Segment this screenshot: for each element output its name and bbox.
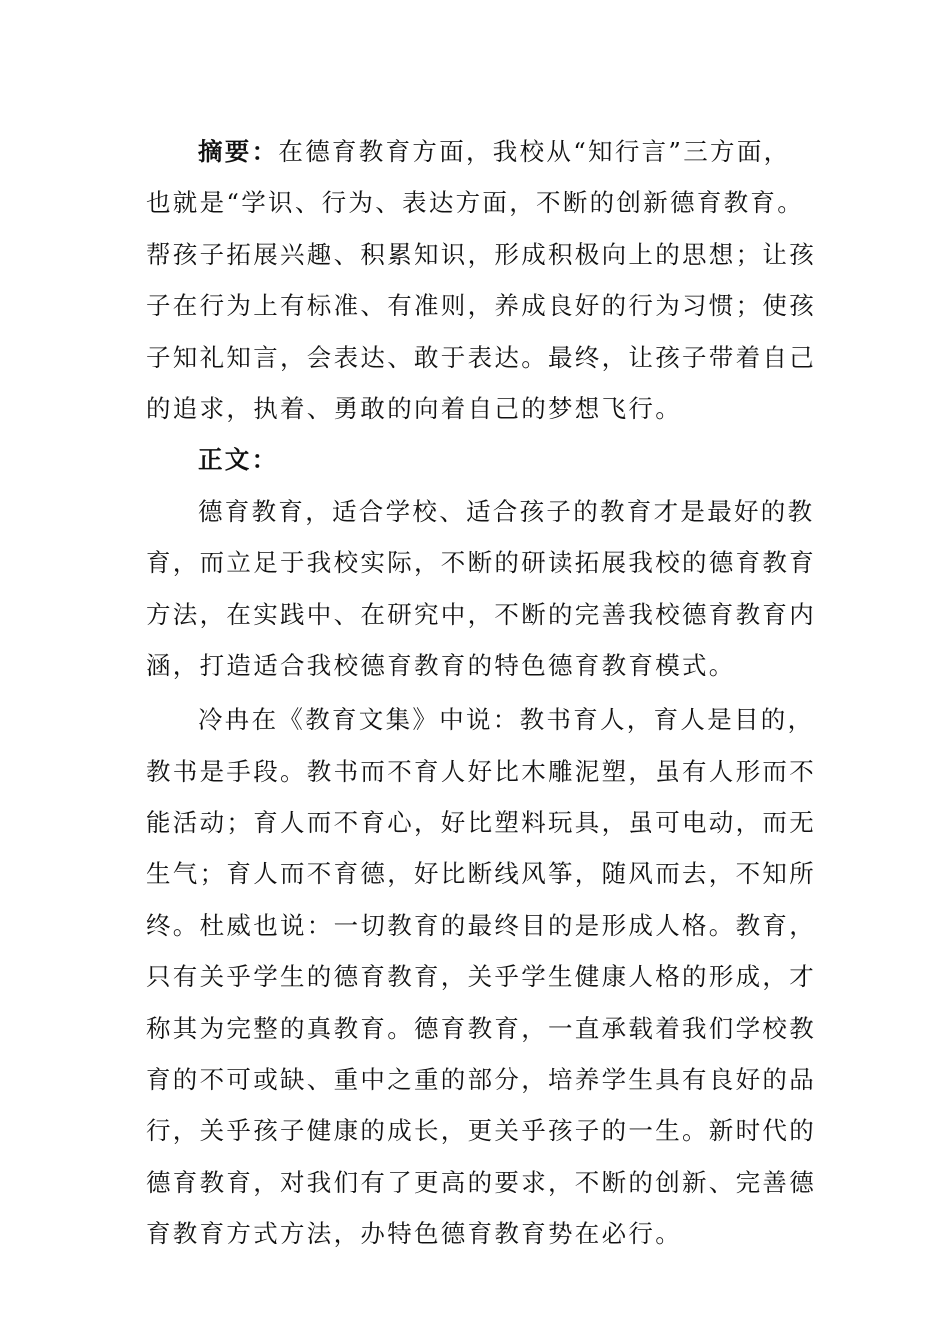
abstract-line-1: 在德育教育方面，我校从“知行言”三方面， bbox=[278, 137, 791, 166]
abstract-line-2: 也就是“学识、行为、表达方面，不断的创新德育教育。 bbox=[146, 188, 805, 218]
paragraph-2-line-5: 终。杜威也说：一切教育的最终目的是形成人格。教育， bbox=[146, 910, 816, 940]
document-text bbox=[146, 126, 826, 1260]
paragraph-1-line-4: 涵，打造适合我校德育教育的特色德育教育模式。 bbox=[146, 650, 736, 680]
paragraph-1-line-1: 德育教育，适合学校、适合孩子的教育才是最好的教 bbox=[198, 496, 815, 526]
paragraph-2-line-9: 行，关乎孩子健康的成长，更关乎孩子的一生。新时代的 bbox=[146, 1116, 816, 1146]
paragraph-2-line-8: 育的不可或缺、重中之重的部分，培养学生具有良好的品 bbox=[146, 1065, 816, 1095]
abstract-label: 摘要： bbox=[198, 137, 279, 166]
paragraph-2-line-3: 能活动；育人而不育心，好比塑料玩具，虽可电动，而无 bbox=[146, 808, 816, 838]
abstract-line-5: 子知礼知言，会表达、敢于表达。最终，让孩子带着自己 bbox=[146, 342, 816, 372]
paragraph-2-line-1: 冷冉在《教育文集》中说：教书育人，育人是目的， bbox=[198, 705, 815, 735]
paragraph-2-line-7: 称其为完整的真教育。德育教育，一直承载着我们学校教 bbox=[146, 1013, 816, 1043]
abstract-first-line bbox=[146, 126, 826, 177]
body-heading: 正文： bbox=[198, 445, 279, 475]
paragraph-2-line-2: 教书是手段。教书而不育人好比木雕泥塑，虽有人形而不 bbox=[146, 756, 816, 786]
paragraph-2-line-4: 生气；育人而不育德，好比断线风筝，随风而去，不知所 bbox=[146, 859, 816, 889]
abstract-line-3: 帮孩子拓展兴趣、积累知识，形成积极向上的思想；让孩 bbox=[146, 239, 816, 269]
paragraph-2-line-11: 育教育方式方法，办特色德育教育势在必行。 bbox=[146, 1219, 682, 1249]
paragraph-2-line-10: 德育教育，对我们有了更高的要求，不断的创新、完善德 bbox=[146, 1167, 816, 1197]
paragraph-1-line-2: 育，而立足于我校实际，不断的研读拓展我校的德育教育 bbox=[146, 548, 816, 578]
paragraph-2-line-6: 只有关乎学生的德育教育，关乎学生健康人格的形成，才 bbox=[146, 962, 816, 992]
abstract-line-6: 的追求，执着、勇敢的向着自己的梦想飞行。 bbox=[146, 393, 682, 423]
abstract-line-4: 子在行为上有标准、有准则，养成良好的行为习惯；使孩 bbox=[146, 291, 816, 321]
paragraph-1-line-3: 方法，在实践中、在研究中，不断的完善我校德育教育内 bbox=[146, 599, 816, 629]
